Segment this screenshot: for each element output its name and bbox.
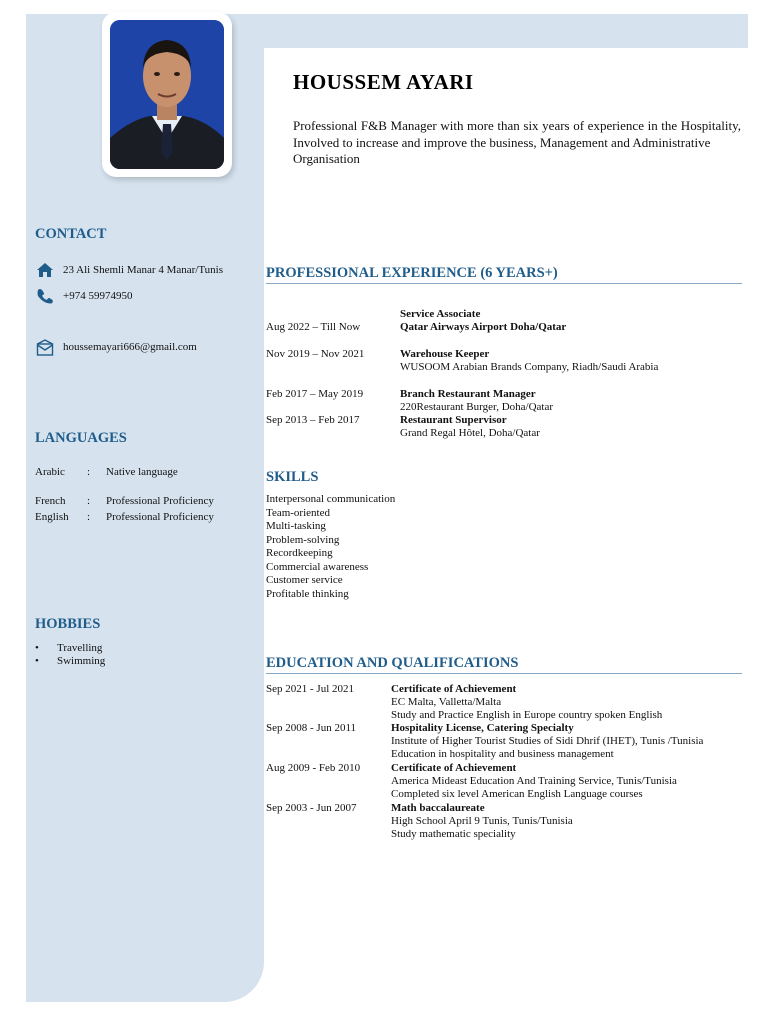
home-icon (35, 262, 55, 278)
skills-list (266, 493, 395, 601)
language-separator: : (87, 495, 91, 507)
language-name: French (35, 495, 66, 507)
school-name: High School April 9 Tunis, Tunis/Tunisia (391, 815, 573, 828)
experience-entry (400, 348, 658, 374)
email-icon (35, 339, 55, 355)
job-company: Grand Regal Hôtel, Doha/Qatar (400, 427, 540, 439)
language-row (35, 495, 214, 507)
job-company: WUSOOM Arabian Brands Company, Riadh/Saudi Arabia (400, 361, 659, 373)
hobbies-heading: HOBBIES (35, 616, 101, 632)
language-level: Professional Proficiency (106, 511, 214, 523)
skills-heading: SKILLS (266, 469, 319, 485)
education-detail: Education in hospitality and business management (391, 748, 614, 761)
language-name: English (35, 511, 69, 523)
degree-title: Hospitality License, Catering Specialty (391, 722, 574, 734)
job-title: Restaurant Supervisor (400, 414, 507, 426)
profile-photo (110, 20, 224, 169)
education-detail: Completed six level American English Language courses (391, 788, 643, 801)
experience-entry (400, 414, 540, 440)
hobby-text: Travelling (57, 641, 103, 654)
bullet-icon: • (35, 641, 39, 654)
profile-photo-frame (102, 12, 232, 177)
list-item: Team-oriented (266, 506, 330, 519)
education-entry (391, 802, 573, 842)
education-date: Sep 2008 - Jun 2011 (266, 722, 357, 734)
list-item: Interpersonal communication (266, 493, 396, 505)
education-entry (391, 683, 662, 723)
degree-title: Math baccalaureate (391, 802, 485, 814)
list-item: Profitable thinking (266, 587, 349, 600)
phone-icon (35, 288, 55, 304)
bullet-icon: • (35, 655, 39, 668)
degree-title: Certificate of Achievement (391, 762, 517, 774)
degree-title: Certificate of Achievement (391, 683, 517, 695)
job-date: Aug 2022 – Till Now (266, 321, 361, 333)
hobbies-list (35, 641, 105, 668)
phone-text[interactable]: +974 59974950 (63, 290, 133, 302)
profile-summary (293, 118, 741, 168)
education-detail: Study and Practice English in Europe country spoken English (391, 709, 663, 722)
education-entry (391, 762, 677, 802)
language-name: Arabic (35, 466, 65, 478)
job-title: Service Associate (400, 308, 481, 320)
language-separator: : (87, 466, 91, 478)
candidate-name: HOUSSEM AYARI (293, 70, 474, 94)
header-band (250, 14, 748, 48)
language-level: Native language (106, 466, 178, 478)
education-date: Sep 2021 - Jul 2021 (266, 683, 354, 695)
school-name: America Mideast Education And Training Service, Tunis/Tunisia (391, 775, 677, 788)
job-date: Nov 2019 – Nov 2021 (266, 348, 365, 360)
language-level: Professional Proficiency (106, 495, 214, 507)
language-row (35, 511, 214, 523)
job-date: Sep 2013 – Feb 2017 (266, 414, 360, 426)
contact-phone (35, 288, 132, 304)
list-item: Multi-tasking (266, 520, 326, 532)
job-company: 220Restaurant Burger, Doha/Qatar (400, 401, 554, 413)
school-name: Institute of Higher Tourist Studies of Sidi Dhrif (IHET), Tunis /Tunisia (391, 735, 704, 748)
contact-email (35, 339, 197, 355)
address-text: 23 Ali Shemli Manar 4 Manar/Tunis (63, 264, 224, 276)
summary-text-end: Organisation (293, 151, 360, 166)
list-item (35, 655, 105, 669)
languages-heading: LANGUAGES (35, 430, 127, 446)
language-row (35, 466, 178, 478)
experience-heading: PROFESSIONAL EXPERIENCE (6 YEARS+) (266, 265, 742, 284)
education-detail: Study mathematic speciality (391, 828, 516, 841)
education-date: Sep 2003 - Jun 2007 (266, 802, 357, 814)
list-item: Commercial awareness (266, 560, 369, 573)
contact-address (35, 262, 223, 278)
school-name: EC Malta, Valletta/Malta (391, 696, 502, 709)
list-item: Customer service (266, 574, 343, 586)
hobby-text: Swimming (57, 655, 106, 668)
list-item: Recordkeeping (266, 547, 333, 559)
list-item (35, 641, 105, 655)
email-text[interactable]: houssemayari666@gmail.com (63, 341, 197, 353)
summary-text: Professional F&B Manager with more than six years of experience in the Hospitality, Involved to increase and improve the business, Management and Administrative (293, 118, 741, 150)
education-entry (391, 722, 703, 762)
job-title: Warehouse Keeper (400, 348, 490, 360)
education-heading: EDUCATION AND QUALIFICATIONS (266, 655, 742, 674)
job-company: Qatar Airways Airport Doha/Qatar (400, 321, 567, 333)
experience-entry (400, 388, 553, 414)
language-separator: : (87, 511, 91, 523)
job-date: Feb 2017 – May 2019 (266, 388, 364, 400)
contact-heading: CONTACT (35, 226, 107, 242)
job-title: Branch Restaurant Manager (400, 388, 536, 400)
experience-entry (400, 308, 566, 334)
list-item: Problem-solving (266, 533, 340, 546)
education-date: Aug 2009 - Feb 2010 (266, 762, 361, 774)
